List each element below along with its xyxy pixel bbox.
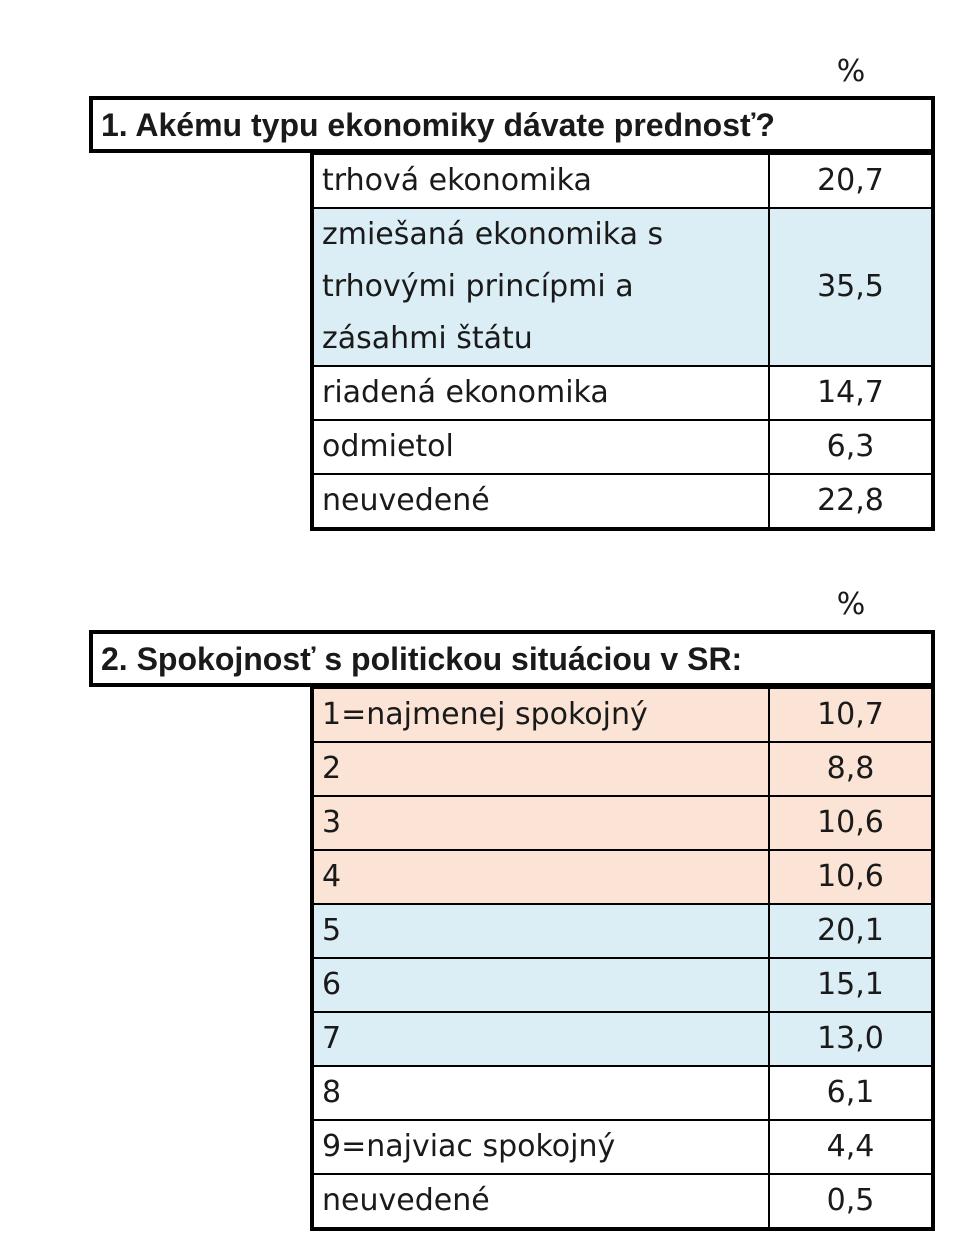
table-row (312, 796, 933, 850)
question-title: 1. Akému typu ekonomiky dávate prednosť? (89, 96, 935, 153)
row-label: odmietol (312, 420, 769, 474)
table-row (312, 420, 933, 474)
row-value: 6,3 (769, 420, 933, 474)
row-label: 2 (312, 742, 769, 796)
row-label: 1=najmenej spokojný (312, 688, 769, 742)
row-label: riadená ekonomika (312, 366, 769, 420)
row-value: 22,8 (769, 474, 933, 529)
row-value: 8,8 (769, 742, 933, 796)
table-row (312, 1120, 933, 1174)
row-value: 10,7 (769, 688, 933, 742)
table-row (312, 208, 933, 366)
row-value: 13,0 (769, 1012, 933, 1066)
table-row (312, 1174, 933, 1229)
row-label: neuvedené (312, 1174, 769, 1229)
row-label: 7 (312, 1012, 769, 1066)
row-value: 10,6 (769, 850, 933, 904)
table-row (312, 1066, 933, 1120)
row-label: 5 (312, 904, 769, 958)
table-row (312, 1012, 933, 1066)
table-row (312, 474, 933, 529)
row-label: zmiešaná ekonomika s trhovými princípmi a zásahmi štátu (312, 208, 769, 366)
table-row (312, 850, 933, 904)
row-label: 4 (312, 850, 769, 904)
row-value: 20,1 (769, 904, 933, 958)
row-value: 35,5 (769, 208, 933, 366)
question-title: 2. Spokojnosť s politickou situáciou v SR: (89, 630, 935, 687)
table-row (312, 366, 933, 420)
row-label: trhová ekonomika (312, 154, 769, 208)
row-label: neuvedené (312, 474, 769, 529)
table-row (312, 688, 933, 742)
row-value: 4,4 (769, 1120, 933, 1174)
row-value: 15,1 (769, 958, 933, 1012)
row-label: 8 (312, 1066, 769, 1120)
row-value: 0,5 (769, 1174, 933, 1229)
percent-header: % (836, 587, 866, 622)
results-table (310, 687, 935, 1231)
percent-header: % (836, 54, 866, 89)
table-row (312, 904, 933, 958)
row-label: 9=najviac spokojný (312, 1120, 769, 1174)
row-label: 6 (312, 958, 769, 1012)
row-label: 3 (312, 796, 769, 850)
row-value: 14,7 (769, 366, 933, 420)
results-table (310, 153, 935, 531)
table-row (312, 958, 933, 1012)
table-row (312, 154, 933, 208)
table-row (312, 742, 933, 796)
row-value: 10,6 (769, 796, 933, 850)
row-value: 6,1 (769, 1066, 933, 1120)
row-value: 20,7 (769, 154, 933, 208)
